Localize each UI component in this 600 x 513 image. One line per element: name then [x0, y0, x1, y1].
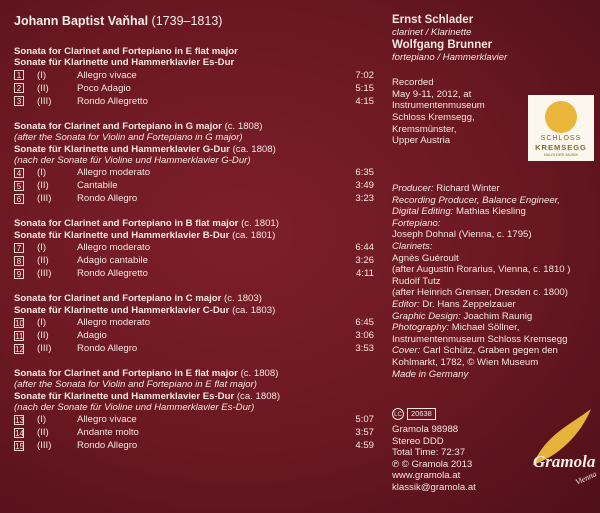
- movement-number: (II): [37, 329, 49, 341]
- sonata-title-en: [14, 218, 374, 229]
- sonata-note-de: [14, 155, 374, 166]
- track-duration: 5:15: [355, 82, 374, 94]
- sonata-note-de: [14, 402, 374, 413]
- credit-line: [392, 369, 597, 381]
- movement-title: Adagio: [77, 329, 107, 341]
- movement-number: (III): [37, 342, 52, 354]
- note: (after the Sonata for Violin and Fortepiano in G major): [14, 132, 243, 144]
- label-code: [392, 408, 436, 420]
- track-row: [14, 329, 374, 342]
- title: Sonata for Clarinet and Fortepiano in B flat major: [14, 218, 239, 230]
- track-row: [14, 95, 374, 108]
- title: Sonata for Clarinet and Fortepiano in E flat major: [14, 46, 238, 57]
- track-number: 11: [15, 331, 24, 341]
- title: Sonata for Clarinet and Fortepiano in G major: [14, 120, 222, 132]
- track-duration: 3:57: [355, 427, 374, 439]
- track-row: [14, 166, 374, 179]
- credits-block: [392, 183, 597, 380]
- track-row: [14, 192, 374, 205]
- note: (nach der Sonate für Violine und Hammerklavier G-Dur): [14, 155, 251, 167]
- movement-number: (III): [37, 193, 52, 205]
- performer-name: Wolfgang Brunner: [392, 38, 493, 51]
- recording-line: Upper Austria: [392, 135, 451, 147]
- movement-title: Rondo Allegretto: [77, 268, 148, 280]
- track-number: 13: [15, 416, 24, 426]
- credit-value: Mathias Kiesling: [456, 206, 526, 218]
- credit-value: Carl Schütz, Graben gegen den: [422, 345, 558, 357]
- credit-label: Clarinets:: [392, 240, 433, 252]
- note: (after the Sonata for Violin and Fortepiano in E flat major): [14, 379, 257, 391]
- credit-label: Made in Germany: [392, 368, 469, 380]
- track-number: 8: [14, 256, 24, 266]
- composer-header: [14, 14, 222, 28]
- credit-label: Photography:: [392, 322, 450, 334]
- title: Sonata for Clarinet and Fortepiano in C major: [14, 293, 222, 305]
- movement-number: (I): [37, 69, 47, 81]
- credit-label: Graphic Design:: [392, 310, 461, 322]
- date: (ca. 1803): [232, 304, 276, 316]
- track-row: [14, 69, 374, 82]
- logo-line: HAUS DER MUSIK: [543, 152, 579, 157]
- track-duration: 6:45: [355, 316, 374, 328]
- title: Sonate für Klarinette und Hammerklavier G-Dur: [14, 143, 230, 155]
- track-row: [14, 440, 374, 453]
- track-row: [14, 267, 374, 280]
- movement-number: (III): [37, 95, 52, 107]
- sonata-title-en: [14, 46, 374, 57]
- movement-number: (I): [37, 167, 47, 179]
- track-row: [14, 179, 374, 192]
- track-row: [14, 414, 374, 427]
- sonata-title-en: [14, 121, 374, 132]
- movement-title: Rondo Allegro: [77, 193, 138, 205]
- credit-label: Producer:: [392, 183, 434, 194]
- movement-title: Rondo Allegretto: [77, 95, 148, 107]
- date: (ca. 1808): [236, 390, 281, 402]
- credit-line: [392, 322, 597, 334]
- track-duration: 4:11: [356, 268, 374, 280]
- movement-number: (II): [37, 255, 49, 267]
- track-duration: 4:15: [355, 95, 374, 107]
- movement-number: (I): [37, 316, 47, 328]
- track-number: 15: [15, 442, 24, 452]
- track-number: 7: [14, 243, 24, 253]
- date: (ca. 1808): [232, 143, 276, 155]
- credit-value: Richard Winter: [436, 183, 500, 194]
- movement-number: (III): [37, 440, 52, 452]
- track-number: 4: [14, 168, 24, 178]
- credit-value: (after Augustin Rorarius, Vienna, c. 1810 ): [392, 264, 571, 276]
- recording-line: Schloss Kremsegg,: [392, 111, 475, 123]
- credit-value: Dr. Hans Zeppelzauer: [422, 298, 516, 310]
- track-duration: 3:49: [355, 180, 374, 192]
- credit-value: Instrumentenmuseum Schloss Kremsegg: [392, 333, 568, 345]
- track-duration: 6:44: [355, 242, 374, 254]
- title: Sonate für Klarinette und Hammerklavier Es-Dur: [14, 57, 235, 69]
- composer-years: (1739–1813): [151, 14, 223, 28]
- recording-line: Recorded: [392, 77, 434, 89]
- track-duration: 6:35: [355, 167, 374, 179]
- movement-title: Cantabile: [77, 180, 118, 192]
- track-duration: 3:06: [355, 329, 374, 341]
- label-info-line: ℗ © Gramola 2013: [392, 458, 473, 470]
- credit-line: [392, 345, 597, 357]
- credit-label: Recording Producer, Balance Engineer,: [392, 194, 560, 206]
- date: (c. 1803): [224, 293, 262, 305]
- recording-line: May 9-11, 2012, at: [392, 88, 472, 100]
- date: (c. 1808): [240, 368, 279, 380]
- recording-line: Kremsmünster,: [392, 123, 457, 135]
- track-duration: 4:59: [355, 440, 374, 452]
- track-row: [14, 241, 374, 254]
- track-number: 14: [15, 429, 24, 439]
- tracklist: [14, 46, 374, 466]
- performer-role: fortepiano / Hammerklavier: [392, 51, 508, 63]
- credit-line: [392, 206, 597, 218]
- label-info-line: Gramola 98988: [392, 424, 459, 435]
- track-number: 9: [14, 269, 24, 279]
- sonata-title-en: [14, 368, 374, 379]
- title: Sonata for Clarinet and Fortepiano in E flat major: [14, 368, 238, 380]
- sonata-block: [14, 368, 374, 453]
- title: Sonate für Klarinette und Hammerklavier B-Dur: [14, 229, 230, 241]
- credit-value: Michael Söllner,: [451, 322, 520, 334]
- sonata-block: [14, 121, 374, 206]
- sonata-note-en: [14, 379, 374, 390]
- sonata-title-de: [14, 57, 374, 68]
- movement-title: Allegro moderato: [77, 167, 151, 179]
- label-info-line: Stereo DDD: [392, 435, 444, 447]
- movement-title: Allegro vivace: [77, 414, 137, 426]
- sonata-title-de: [14, 391, 374, 402]
- lc-mark: LC: [392, 408, 404, 420]
- credit-label: Cover:: [392, 345, 421, 357]
- track-duration: 3:23: [355, 193, 374, 205]
- credit-line: [392, 218, 597, 230]
- gramola-logo: [525, 405, 598, 490]
- track-duration: 5:07: [355, 414, 374, 426]
- track-number: 1: [14, 70, 24, 80]
- movement-number: (I): [37, 242, 47, 254]
- track-number: 3: [14, 96, 24, 106]
- composer-name: Johann Baptist Vaňhal: [14, 14, 149, 28]
- sonata-note-en: [14, 132, 374, 143]
- track-duration: 7:02: [355, 69, 374, 81]
- movement-title: Poco Adagio: [77, 82, 131, 94]
- track-number: 2: [14, 83, 24, 93]
- track-number: 12: [15, 344, 24, 354]
- track-duration: 3:53: [355, 342, 374, 354]
- credit-label: Digital Editing:: [392, 206, 454, 218]
- sonata-title-de: [14, 144, 374, 155]
- logo-line: KREMSEGG: [535, 143, 587, 152]
- movement-number: (III): [37, 268, 52, 280]
- movement-title: Allegro moderato: [77, 316, 151, 328]
- movement-title: Rondo Allegro: [77, 342, 138, 354]
- track-row: [14, 254, 374, 267]
- track-row: [14, 427, 374, 440]
- track-number: 10: [15, 318, 24, 328]
- credit-label: Editor:: [392, 298, 420, 310]
- date: (c. 1801): [241, 218, 279, 230]
- track-number: 6: [14, 194, 24, 204]
- performer-role: clarinet / Klarinette: [392, 27, 472, 38]
- sonata-title-de: [14, 305, 374, 316]
- movement-title: Andante molto: [77, 427, 139, 439]
- gramola-city: Vienna: [574, 469, 598, 487]
- credit-line: [392, 241, 597, 253]
- schloss-kremsegg-logo: [528, 95, 594, 161]
- emblem-icon: [545, 101, 577, 133]
- credit-value: (after Heinrich Grenser, Dresden c. 1800): [392, 287, 568, 299]
- credit-label: Fortepiano:: [392, 217, 441, 229]
- date: (c. 1808): [224, 120, 263, 132]
- movement-number: (II): [37, 427, 49, 439]
- credit-line: [392, 299, 597, 311]
- credit-line: [392, 311, 597, 323]
- credit-line: [392, 195, 597, 207]
- movement-title: Allegro vivace: [77, 69, 137, 81]
- credit-value: Joseph Dohnal (Vienna, c. 1795): [392, 229, 532, 241]
- credit-value: Kohlmarkt, 1782, © Wien Museum: [392, 356, 539, 368]
- credit-value: Joachim Raunig: [463, 310, 533, 322]
- movement-title: Allegro moderato: [77, 242, 151, 254]
- movement-number: (I): [37, 414, 47, 426]
- track-row: [14, 82, 374, 95]
- movement-title: Rondo Allegro: [77, 440, 138, 452]
- gramola-wordmark: Gramola: [533, 452, 596, 471]
- sonata-title-en: [14, 293, 374, 304]
- credit-line: [392, 334, 597, 346]
- sonata-block: [14, 46, 374, 108]
- credit-line: [392, 287, 597, 299]
- logo-line: SCHLOSS: [540, 135, 582, 142]
- website-link[interactable]: www.gramola.at: [392, 470, 461, 482]
- performer-name: Ernst Schlader: [392, 14, 474, 26]
- date: (ca. 1801): [232, 229, 276, 241]
- credit-line: [392, 229, 597, 241]
- track-row: [14, 316, 374, 329]
- sonata-block: [14, 218, 374, 280]
- label-info: [392, 424, 476, 494]
- credit-value: Agnès Guéroult: [392, 252, 459, 264]
- title: Sonate für Klarinette und Hammerklavier C-Dur: [14, 304, 230, 316]
- note: (nach der Sonate für Violine und Hammerklavier Es-Dur): [14, 402, 255, 414]
- title: Sonate für Klarinette und Hammerklavier Es-Dur: [14, 390, 235, 402]
- sonata-title-de: [14, 230, 374, 241]
- credit-line: [392, 183, 597, 195]
- email-link[interactable]: klassik@gramola.at: [392, 481, 476, 493]
- credit-line: [392, 264, 597, 276]
- credit-line: [392, 357, 597, 369]
- credit-value: Rudolf Tutz: [392, 275, 441, 287]
- lc-number: 20638: [407, 408, 436, 420]
- movement-title: Adagio cantabile: [77, 255, 148, 267]
- movement-number: (II): [37, 82, 49, 94]
- credit-line: [392, 253, 597, 265]
- label-info-line: Total Time: 72:37: [392, 447, 466, 459]
- sonata-block: [14, 293, 374, 355]
- credit-line: [392, 276, 597, 288]
- recording-line: Instrumentenmuseum: [392, 100, 485, 112]
- movement-number: (II): [37, 180, 49, 192]
- track-row: [14, 342, 374, 355]
- track-number: 5: [14, 181, 24, 191]
- track-duration: 3:26: [355, 255, 374, 267]
